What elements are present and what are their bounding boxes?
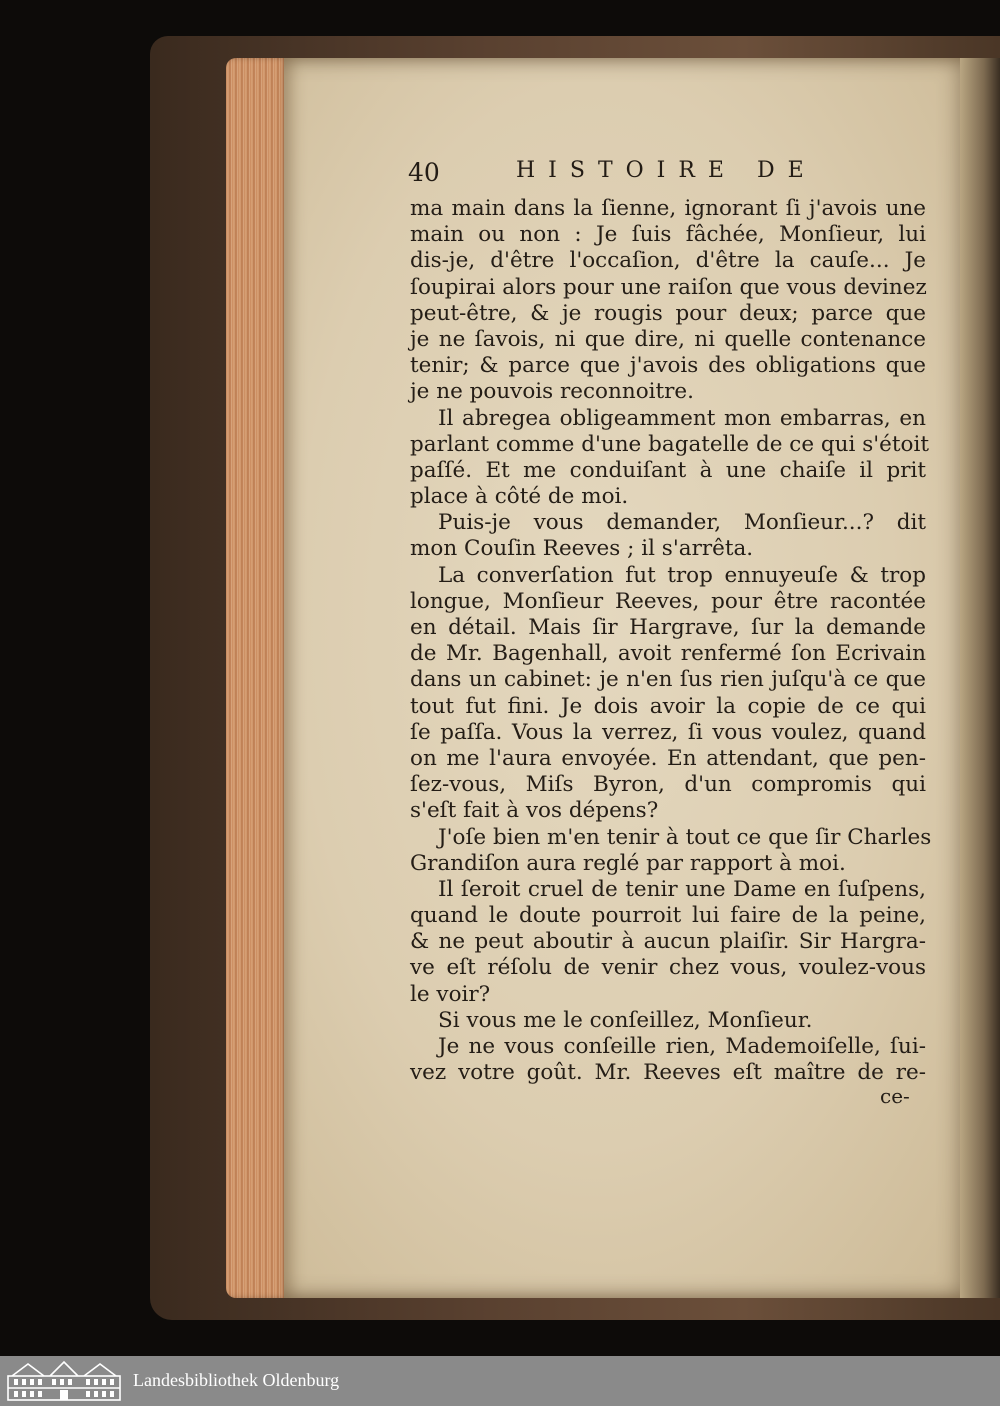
running-head [408,158,928,192]
text-line: Il ſeroit cruel de tenir une Dame en ſuſpens, [438,876,926,902]
text-line: Je ne vous conſeille rien, Mademoiſelle, ſui- [438,1034,926,1059]
text-line: vez votre goût. Mr. Reeves eſt maître de re- [410,1060,926,1086]
text-line: mon Couſin Reeves ; il s'arrêta. [410,536,754,562]
text-line: en détail. Mais ſir Hargrave, ſur la demande [410,615,926,640]
page-number: 40 [408,158,440,187]
text-line: ma main dans la ſienne, ignorant ſi j'avois une [410,196,926,221]
page-fore-edge [226,58,288,1298]
text-line: dis-je, d'être l'occaſion, d'être la cauſe... Je [410,248,926,274]
text-line: ſe paſſa. Vous la verrez, ſi vous voulez, quand [410,719,926,745]
text-line: Puis-je vous demander, Monſieur...? dit [438,510,926,536]
text-line: parlant comme d'une bagatelle de ce qui s'étoit [410,431,929,457]
book-gutter [960,58,1000,1298]
text-line: Il abregea obligeamment mon embarras, en [438,405,926,431]
text-line: ſoupirai alors pour une raiſon que vous devinez [410,274,927,300]
library-name: Landesbibliothek Oldenburg [133,1370,340,1390]
text-line: place à côté de moi. [410,484,629,510]
text-line: main ou non : Je ſuis fâchée, Monſieur, lui [410,222,926,248]
text-line: on me l'aura envoyée. En attendant, que pen- [410,745,926,771]
text-line: J'oſe bien m'en tenir à tout ce que ſir Charles [438,824,932,850]
text-line: La converſation fut trop ennuyeuſe & trop [438,562,926,588]
text-line: paſſé. Et me conduiſant à une chaiſe il prit [410,457,926,483]
page-text [410,196,932,1086]
text-line: ve eſt réſolu de venir chez vous, voulez-vous [410,955,926,981]
text-line: longue, Monſieur Reeves, pour être racontée [410,588,926,614]
text-line: ſez-vous, Miſs Byron, d'un compromis qui [410,772,926,798]
text-line: je ne ſavois, ni que dire, ni quelle contenance [410,326,926,352]
text-line: quand le doute pourroit lui faire de la peine, [410,903,926,929]
text-line: de Mr. Bagenhall, avoit renfermé ſon Ecrivain [410,641,926,667]
text-line: dans un cabinet: je n'en ſus rien juſqu'à ce que [410,667,926,693]
library-building-logo-icon [6,1360,122,1402]
text-line: Grandiſon aura reglé par rapport à moi. [410,850,846,876]
text-line: & ne peut aboutir à aucun plaiſir. Sir Hargra- [410,929,926,955]
text-line: s'eſt fait à vos dépens? [410,798,659,824]
catchword: ce- [880,1084,910,1108]
text-line: tout fut fini. Je dois avoir la copie de ce qui [410,693,926,719]
text-line: je ne pouvois reconnoitre. [410,379,694,405]
text-line: Si vous me le conſeillez, Monſieur. [438,1007,813,1033]
text-line: le voir? [410,981,491,1007]
text-line: tenir; & parce que j'avois des obligations que [410,353,926,379]
running-head-title: HISTOIRE DE [516,158,817,183]
footer-bar [0,1356,1000,1406]
text-line: peut-être, & je rougis pour deux; parce que [410,300,926,326]
